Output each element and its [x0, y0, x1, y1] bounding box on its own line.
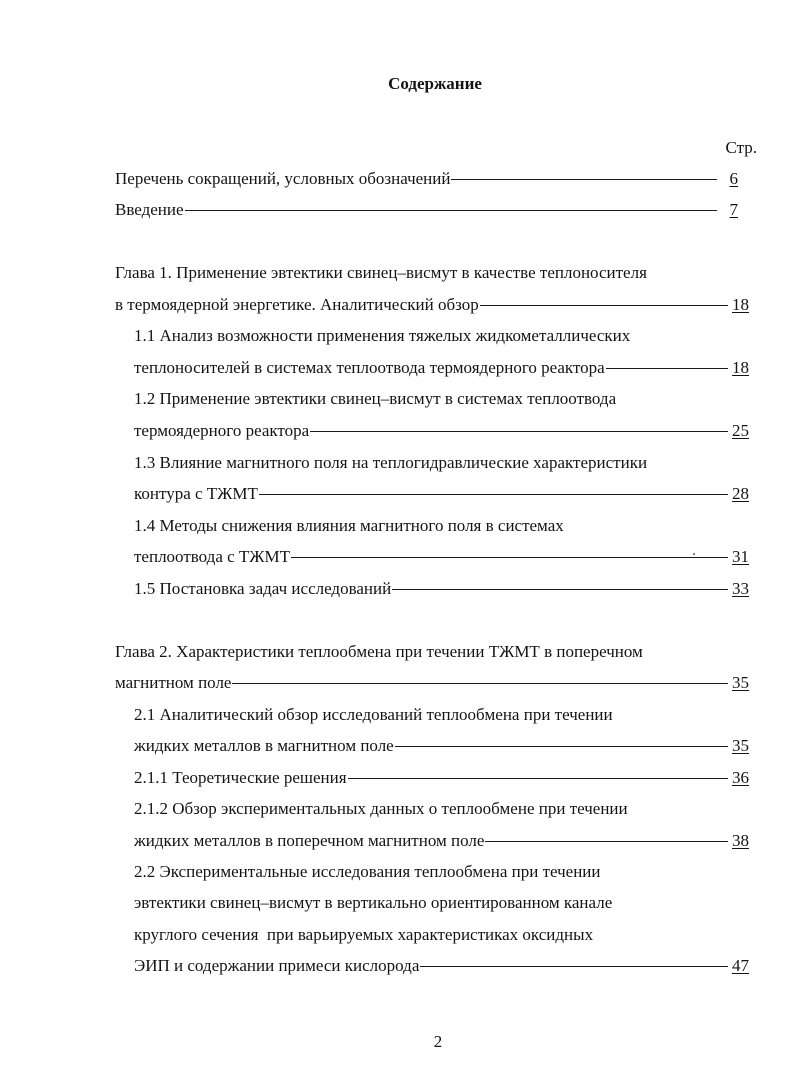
toc-entry-1-1[interactable] [134, 357, 749, 379]
page-number: 2 [433, 1032, 443, 1051]
page-title: Содержание [388, 74, 482, 93]
toc-entry-2-2-heading-line-2[interactable] [134, 892, 612, 914]
leader-line [485, 841, 728, 842]
toc-entry-text: контура с ТЖМТ [134, 484, 258, 503]
toc-entry-text: теплоотвода с ТЖМТ [134, 547, 291, 566]
toc-entry-2-1[interactable] [134, 735, 749, 757]
toc-entry-2-2-heading-line-1[interactable] [134, 861, 601, 883]
leader-line [348, 778, 728, 779]
toc-entry-page: 7 [729, 200, 738, 219]
toc-entry-page: 35 [732, 736, 749, 755]
toc-entry-text: жидких металлов в магнитном поле [134, 736, 394, 755]
toc-entry-text: Глава 2. Характеристики теплообмена при течении ТЖМТ в поперечном [115, 642, 643, 661]
toc-entry-chapter-2[interactable] [115, 672, 749, 694]
leader-line [259, 494, 728, 495]
toc-entry-text: 2.1.1 Теоретические решения [134, 768, 347, 787]
toc-entry-1-1-heading[interactable] [134, 325, 630, 347]
toc-entry-page: 47 [732, 956, 749, 975]
toc-entry-1-2[interactable] [134, 420, 749, 442]
toc-entry-text: Введение [115, 200, 184, 219]
toc-entry-page: 35 [732, 673, 749, 692]
toc-entry-text: в термоядерной энергетике. Аналитический обзор [115, 295, 479, 314]
leader-line [392, 589, 728, 590]
leader-line [185, 210, 717, 211]
toc-entry-text: магнитном поле [115, 673, 232, 692]
toc-entry-text: 2.2 Экспериментальные исследования теплообмена при течении [134, 862, 601, 881]
toc-entry-page: 25 [732, 421, 749, 440]
toc-entry-page: 33 [732, 579, 749, 598]
toc-entry-text: эвтектики свинец–висмут в вертикально ориентированном канале [134, 893, 613, 912]
toc-entry-text: 1.1 Анализ возможности применения тяжелых жидкометаллических [134, 326, 631, 345]
toc-entry-2-2-heading-line-3[interactable] [134, 924, 593, 946]
leader-line [395, 746, 728, 747]
toc-entry-page: 6 [729, 169, 738, 188]
toc-entry-text: теплоносителей в системах теплоотвода термоядерного реактора [134, 358, 605, 377]
toc-entry-2-1-2[interactable] [134, 830, 749, 852]
toc-entry-text: 2.1 Аналитический обзор исследований теплообмена при течении [134, 705, 613, 724]
toc-entry-1-3-heading[interactable] [134, 452, 647, 474]
leader-line [310, 431, 728, 432]
toc-entry-text: круглого сечения при варьируемых характеристиках оксидных [134, 925, 594, 944]
toc-entry-1-3[interactable] [134, 483, 749, 505]
toc-entry-1-2-heading[interactable] [134, 388, 616, 410]
toc-entry-1-4[interactable] [134, 546, 749, 568]
toc-entry-introduction[interactable] [115, 199, 738, 221]
toc-entry-page: 18 [732, 358, 749, 377]
toc-entry-page: 18 [732, 295, 749, 314]
leader-line [291, 557, 728, 558]
toc-entry-text: термоядерного реактора [134, 421, 310, 440]
toc-entry-chapter-2-heading[interactable] [115, 641, 643, 663]
toc-entry-text: Перечень сокращений, условных обозначений [115, 169, 451, 188]
leader-line [606, 368, 728, 369]
toc-entry-page: 38 [732, 831, 749, 850]
toc-entry-2-1-heading[interactable] [134, 704, 613, 726]
toc-entry-1-5[interactable] [134, 578, 749, 600]
toc-entry-abbreviations[interactable] [115, 168, 738, 190]
toc-entry-2-1-2-heading[interactable] [134, 798, 628, 820]
toc-entry-chapter-1[interactable] [115, 294, 749, 316]
toc-entry-page: 28 [732, 484, 749, 503]
leader-line [420, 966, 728, 967]
toc-entry-page: 31 [732, 547, 749, 566]
toc-entry-text: жидких металлов в поперечном магнитном поле [134, 831, 485, 850]
toc-entry-text: 1.2 Применение эвтектики свинец–висмут в системах теплоотвода [134, 389, 617, 408]
toc-entry-page: 36 [732, 768, 749, 787]
toc-entry-chapter-1-heading[interactable] [115, 262, 647, 284]
toc-entry-text: 1.4 Методы снижения влияния магнитного поля в системах [134, 516, 564, 535]
toc-entry-text: 2.1.2 Обзор экспериментальных данных о теплообмене при течении [134, 799, 628, 818]
leader-line [480, 305, 728, 306]
toc-entry-text: 1.5 Постановка задач исследований [134, 579, 392, 598]
toc-entry-text: Глава 1. Применение эвтектики свинец–висмут в качестве теплоносителя [115, 263, 647, 282]
scan-speck [693, 553, 695, 555]
leader-line [232, 683, 728, 684]
toc-entry-2-2[interactable] [134, 955, 749, 977]
toc-entry-text: ЭИП и содержании примеси кислорода [134, 956, 420, 975]
leader-line [451, 179, 717, 180]
toc-entry-2-1-1[interactable] [134, 767, 749, 789]
toc-entry-1-4-heading[interactable] [134, 515, 564, 537]
toc-entry-text: 1.3 Влияние магнитного поля на теплогидравлические характеристики [134, 453, 648, 472]
page-column-label: Стр. [725, 138, 757, 157]
